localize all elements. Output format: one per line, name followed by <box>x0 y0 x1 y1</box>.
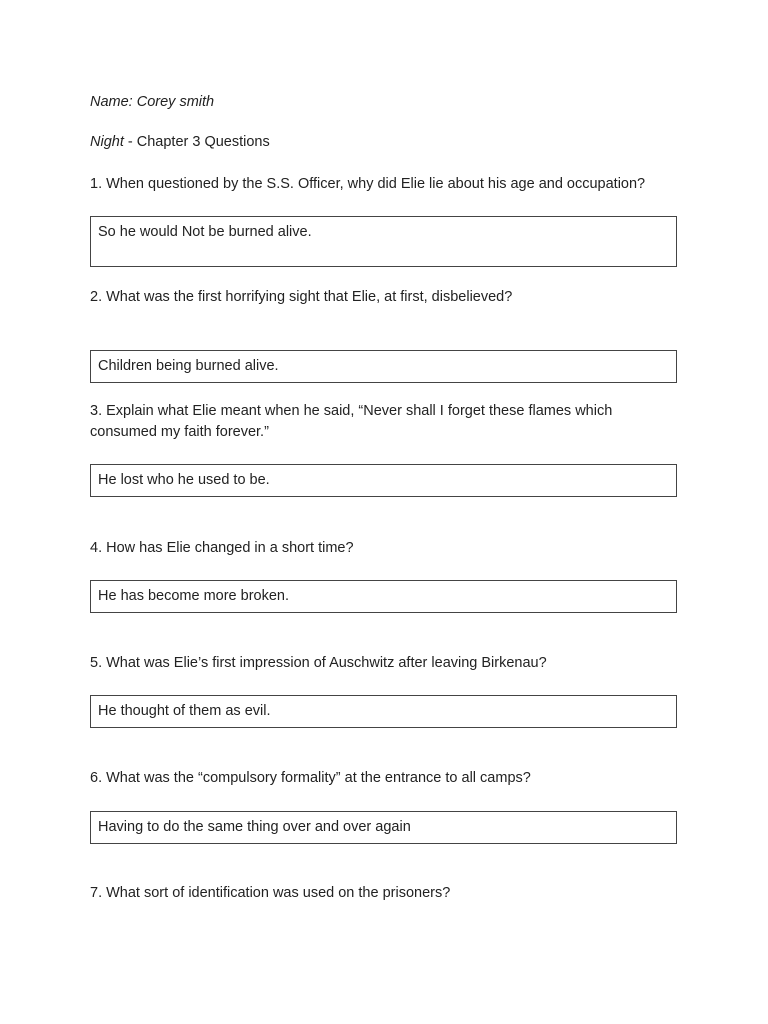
question-7: 7. What sort of identification was used on the prisoners? <box>90 885 451 901</box>
chapter-subtitle: Chapter 3 Questions <box>136 134 270 150</box>
answer-box-2[interactable] <box>90 350 677 383</box>
answer-box-6[interactable] <box>90 811 677 844</box>
student-name: Name: Corey smith <box>90 94 215 110</box>
worksheet-title <box>90 132 270 152</box>
question-6: 6. What was the “compulsory formality” at the entrance to all camps? <box>90 770 531 786</box>
answer-box-4[interactable] <box>90 580 677 613</box>
question-3: 3. Explain what Elie meant when he said, “Never shall I forget these flames which consumed my faith forever.” <box>90 403 613 440</box>
question-2: 2. What was the first horrifying sight that Elie, at first, disbelieved? <box>90 289 513 305</box>
answer-text-4: He has become more broken. <box>98 588 290 604</box>
book-title: Night <box>90 134 124 150</box>
title-separator: - <box>123 134 137 150</box>
answer-text-3: He lost who he used to be. <box>98 472 270 488</box>
answer-text-1: So he would Not be burned alive. <box>98 224 312 240</box>
answer-text-6: Having to do the same thing over and over again <box>98 819 411 835</box>
answer-text-5: He thought of them as evil. <box>98 703 271 719</box>
answer-box-3[interactable] <box>90 464 677 497</box>
answer-text-2: Children being burned alive. <box>98 358 279 374</box>
answer-box-5[interactable] <box>90 695 677 728</box>
question-1: 1. When questioned by the S.S. Officer, why did Elie lie about his age and occupation? <box>90 176 646 192</box>
question-5: 5. What was Elie’s first impression of Auschwitz after leaving Birkenau? <box>90 655 547 671</box>
answer-box-1[interactable] <box>90 216 677 267</box>
question-4: 4. How has Elie changed in a short time? <box>90 540 354 556</box>
